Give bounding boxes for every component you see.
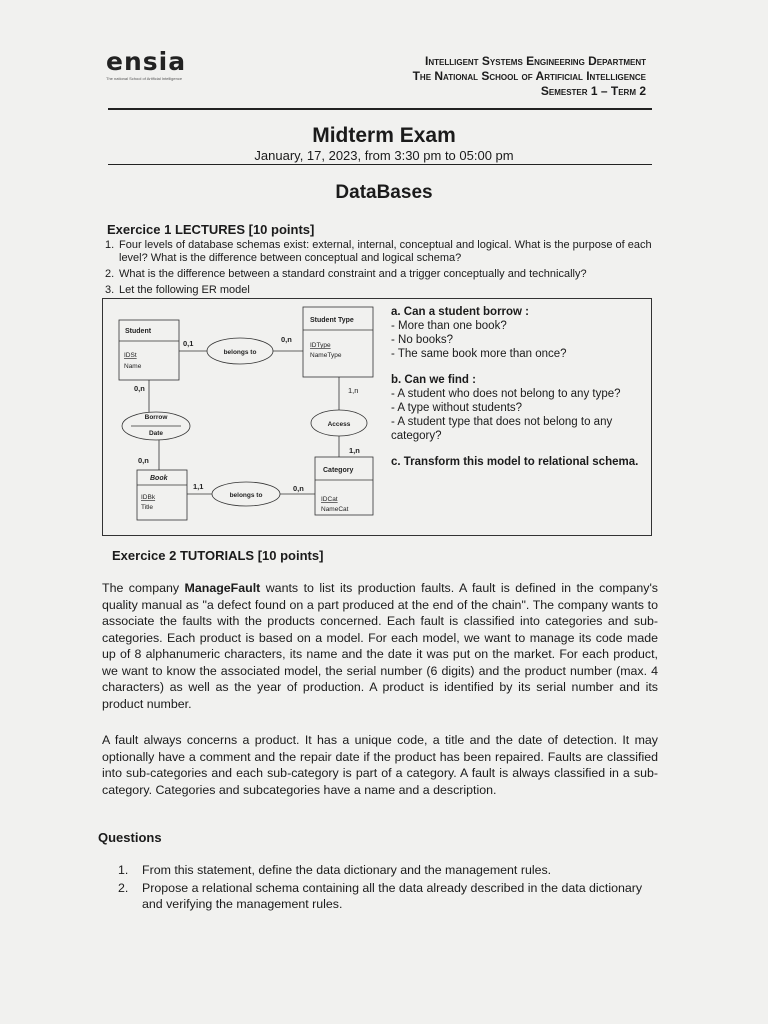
list-item: 1. From this statement, define the data dictionary and the management rules. [118, 863, 552, 877]
title-rule [108, 164, 652, 165]
entity-label: Book [150, 475, 168, 482]
questions-heading: Questions [98, 830, 162, 845]
entity-attr: NameType [310, 352, 342, 359]
subquestion-c-title: c. Transform this model to relational schema. [391, 456, 639, 468]
list-item: - No books? [391, 334, 454, 346]
semester-label: Semester 1 – Term 2 [540, 84, 646, 98]
list-item: 2. What is the difference between a standard constraint and a trigger conceptually and technically? [105, 268, 587, 280]
company-name: ManageFault [184, 581, 261, 595]
entity-attr: NameCat [321, 506, 349, 513]
list-item: - A type without students? [391, 402, 523, 414]
relation-label: belongs to [223, 349, 257, 356]
er-questions [391, 305, 645, 469]
list-item: - The same book more than once? [391, 348, 567, 360]
relation-attr: Date [148, 430, 164, 437]
cardinality-label: 0,n [293, 484, 304, 493]
cardinality-label: 0,1 [183, 339, 194, 348]
entity-attr: IDCat [321, 496, 338, 503]
entity-label: Student [125, 328, 152, 335]
exam-date: January, 17, 2023, from 3:30 pm to 05:00 pm [254, 148, 514, 163]
list-item: 2. Propose a relational schema containing all the data already described in the data dictionary and verifying the management rules. [118, 881, 643, 911]
list-item: 1. Four levels of database schemas exist: external, internal, conceptual and logical. What is the purpose of each level? What is the difference between conceptual and logical schema? [105, 239, 652, 264]
cardinality-label: 1,1 [193, 482, 204, 491]
relation-label: belongs to [229, 492, 263, 499]
entity-attr: IDType [310, 342, 331, 349]
logo-subtext: The national School of Artificial Intelligence [106, 76, 183, 81]
exercise2-questions [118, 862, 663, 914]
header-rule [108, 108, 652, 110]
school-name: The National School of Artificial Intelligence [412, 69, 646, 83]
exercise2-paragraph-1: The company ManageFault wants to list its production faults. A fault is defined in the company's quality manual as "a defect found on a part produced at the end of the chain". The company wants to associate the faults with the products concerned. Each fault is classified into categories and sub-categories. Each product is based on a model. For each model, we want to manage its code made up of 8 alphanumeric characters, its name and the date it was put on the market. For each product, we want to know the associated model, the serial number (6 digits) and the product number (max. 4 characters) as well as the year of production. A product is identified by its serial number and its product number. [102, 581, 659, 711]
list-item: - A student type that does not belong to any category? [391, 416, 613, 442]
entity-attr: Name [124, 363, 142, 370]
exam-title: Midterm Exam [312, 124, 456, 147]
relation-label: Access [327, 421, 351, 428]
subquestion-a-title: a. Can a student borrow : [391, 306, 530, 318]
entity-attr: IDBk [141, 494, 156, 501]
institution-block [413, 54, 646, 99]
cardinality-label: 0,n [134, 384, 145, 393]
logo-wordmark: ensia [106, 47, 187, 76]
cardinality-label: 1,n [349, 446, 360, 455]
relation-label: Borrow [144, 414, 168, 421]
er-model-figure [102, 298, 652, 536]
subquestion-b-title: b. Can we find : [391, 374, 476, 386]
list-item: - A student who does not belong to any type? [391, 388, 621, 400]
course-title: DataBases [335, 182, 433, 203]
entity-label: Category [323, 467, 354, 474]
er-diagram [103, 299, 386, 535]
cardinality-label: 0,n [281, 335, 292, 344]
entity-label: Student Type [310, 317, 354, 324]
cardinality-label: 0,n [138, 456, 149, 465]
exercise2-title: Exercice 2 TUTORIALS [10 points] [112, 548, 324, 563]
exercise1-questions [105, 239, 665, 300]
list-item: - More than one book? [391, 320, 507, 332]
entity-attr: IDSt [124, 352, 137, 359]
exercise1-title: Exercice 1 LECTURES [10 points] [107, 222, 315, 237]
list-item: 3. Let the following ER model [105, 284, 250, 296]
department-name: Intelligent Systems Engineering Department [425, 54, 646, 68]
cardinality-label: 1,n [348, 386, 359, 395]
exercise2-paragraph-2: A fault always concerns a product. It has a unique code, a title and the date of detection. It may optionally have a comment and the repair date if the product has been repaired. Faults are classified into sub-categories and each sub-category is part of a category. A fault is always classified in a sub-category. Categories and subcategories have a name and a description. [102, 733, 658, 797]
entity-attr: Title [141, 504, 154, 511]
school-logo [106, 47, 196, 81]
